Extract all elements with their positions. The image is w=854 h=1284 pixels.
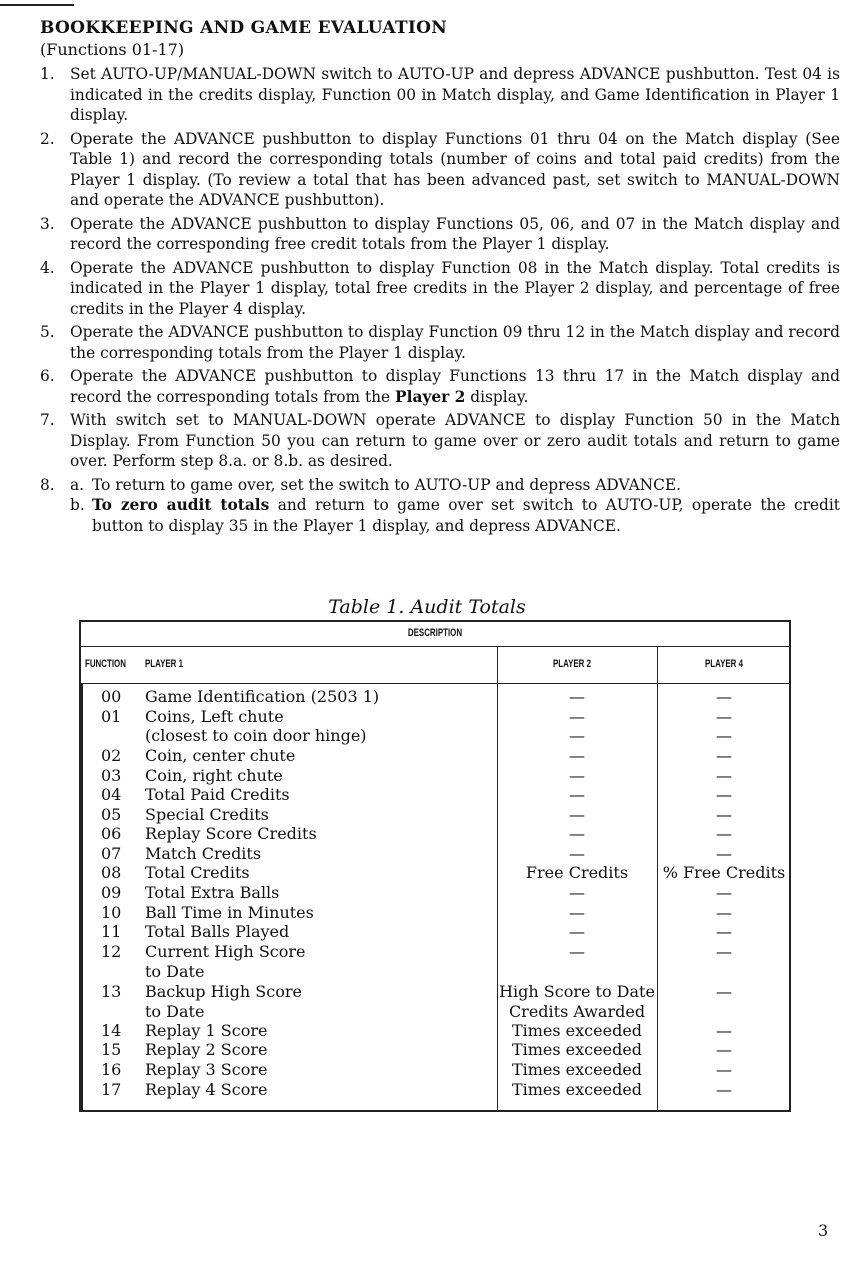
function-code: 00 <box>101 687 122 706</box>
player2-value: Times exceeded <box>511 1040 643 1059</box>
row-description: Total Paid Credits <box>145 785 290 804</box>
table-row <box>81 785 789 805</box>
step-text: Set AUTO-UP/MANUAL-DOWN switch to AUTO-UP and depress ADVANCE pushbutton. Test 04 is indicated in the credits display, Function 00 in Match display, and Game Identification in Player 1 display. <box>70 65 840 124</box>
row-description: (closest to coin door hinge) <box>145 726 367 745</box>
table-row <box>81 922 789 942</box>
table-row <box>81 883 789 903</box>
player2-value: — <box>569 942 585 961</box>
player4-value: — <box>716 982 732 1001</box>
step-text <box>70 366 840 407</box>
player2-value: — <box>569 824 585 843</box>
player2-value: — <box>569 922 585 941</box>
step-text: With switch set to MANUAL-DOWN operate ADVANCE to display Function 50 in the Match Display. From Function 50 you can return to game over or zero audit totals and return to game over. Perform step 8.a. or 8.b. as desired. <box>70 411 840 470</box>
step-text: Operate the ADVANCE pushbutton to display Function 09 thru 12 in the Match display and record the corresponding totals from the Player 1 display. <box>70 323 840 362</box>
player4-value: — <box>716 844 732 863</box>
page-number: 3 <box>818 1221 829 1240</box>
player4-value: % Free Credits <box>662 863 786 882</box>
player2-value: — <box>569 883 585 902</box>
function-code: 04 <box>101 785 122 804</box>
row-description: Replay Score Credits <box>145 824 317 843</box>
player2-value: — <box>569 785 585 804</box>
player2-value: — <box>569 903 585 922</box>
player2-value: Times exceeded <box>511 1021 643 1040</box>
header-player4: PLAYER 4 <box>705 658 744 670</box>
function-code: 07 <box>101 844 122 863</box>
table-row <box>81 805 789 825</box>
table-row <box>81 1080 789 1100</box>
player2-value: — <box>569 766 585 785</box>
table-row <box>81 766 789 786</box>
row-description: Replay 1 Score <box>145 1021 268 1040</box>
row-description: Coins, Left chute <box>145 707 284 726</box>
function-code: 10 <box>101 903 122 922</box>
function-code: 03 <box>101 766 122 785</box>
table-row <box>81 863 789 883</box>
table-row <box>81 746 789 766</box>
function-code: 14 <box>101 1021 122 1040</box>
substep-letter: b. <box>70 496 85 514</box>
player4-value: — <box>716 942 732 961</box>
procedure-steps <box>40 64 840 539</box>
player2-value: — <box>569 746 585 765</box>
substep-text: To return to game over, set the switch to AUTO-UP and depress ADVANCE. <box>92 475 682 494</box>
header-function: FUNCTION <box>85 658 126 670</box>
step-8-substeps <box>70 475 840 537</box>
row-description: Total Balls Played <box>145 922 290 941</box>
player4-value: — <box>716 746 732 765</box>
player4-value: — <box>716 1080 732 1099</box>
row-description: Total Credits <box>145 863 250 882</box>
step-number: 3. <box>40 214 55 233</box>
row-description: Current High Score <box>145 942 306 961</box>
substep-letter: a. <box>70 475 85 494</box>
step-text: Operate the ADVANCE pushbutton to display Functions 01 thru 04 on the Match display (See Table 1) and record the corresponding totals (number of coins and total paid credits) from the Player 1 display. (To review a total that has been advanced past, set switch to MANUAL-DOWN and operate the ADVANCE pushbutton). <box>70 129 840 209</box>
table-row <box>81 962 789 982</box>
substep-text <box>92 495 840 536</box>
step-3 <box>40 214 840 255</box>
substep-text-rest: and return to game over set switch to AUTO-UP, operate the credit button to display 35 in the Player 1 display, and depress ADVANCE. <box>92 496 840 535</box>
substep-a <box>70 475 840 496</box>
player2-value: High Score to Date <box>499 982 655 1001</box>
step-text: Operate the ADVANCE pushbutton to display Functions 05, 06, and 07 in the Match display and record the corresponding free credit totals from the Player 1 display. <box>70 214 840 253</box>
function-code: 06 <box>101 824 122 843</box>
step-number: 2. <box>40 129 55 148</box>
function-code: 05 <box>101 805 122 824</box>
table-row <box>81 844 789 864</box>
table-row <box>81 1021 789 1041</box>
step-6 <box>40 366 840 407</box>
player4-value: — <box>716 766 732 785</box>
player4-value: — <box>716 903 732 922</box>
function-code: 12 <box>101 942 122 961</box>
step-4 <box>40 258 840 320</box>
table-row <box>81 1002 789 1022</box>
header-player2: PLAYER 2 <box>553 658 592 670</box>
step-1 <box>40 64 840 126</box>
function-code: 09 <box>101 883 122 902</box>
step-number: 1. <box>40 65 55 83</box>
step-number: 4. <box>40 258 55 277</box>
table-row <box>81 824 789 844</box>
row-description: to Date <box>145 962 205 981</box>
step-number: 5. <box>40 323 55 341</box>
table-row <box>81 1040 789 1060</box>
step-number: 8. <box>40 475 55 494</box>
row-description: to Date <box>145 1002 205 1021</box>
player4-value: — <box>716 785 732 804</box>
table-row <box>81 982 789 1002</box>
step-text-pre: Operate the ADVANCE pushbutton to display Functions 13 thru 17 in the Match display and record the corresponding totals from the <box>70 367 840 406</box>
player2-value: Free Credits <box>525 863 629 882</box>
table-row <box>81 903 789 923</box>
player2-value: — <box>569 726 585 745</box>
function-code: 15 <box>101 1040 122 1059</box>
row-description: Coin, center chute <box>145 746 296 765</box>
row-description: Match Credits <box>145 844 262 863</box>
table-row <box>81 1060 789 1080</box>
audit-totals-table <box>79 620 791 1112</box>
substep-b <box>70 495 840 536</box>
player4-value: — <box>716 1021 732 1040</box>
function-code: 02 <box>101 746 122 765</box>
row-description: Game Identification (2503 1) <box>145 687 380 706</box>
player4-value: — <box>716 687 732 706</box>
row-description: Coin, right chute <box>145 766 283 785</box>
player4-value: — <box>716 707 732 726</box>
column-header-divider <box>81 683 789 684</box>
step-text-post: display. <box>465 387 529 406</box>
header-divider <box>81 646 789 647</box>
player2-value: — <box>569 844 585 863</box>
substep-text-bold: To zero audit totals <box>92 496 270 514</box>
player4-value: — <box>716 1060 732 1079</box>
player4-value: — <box>716 805 732 824</box>
section-heading: BOOKKEEPING AND GAME EVALUATION <box>40 18 448 38</box>
step-text-bold: Player 2 <box>395 387 466 406</box>
player2-value: — <box>569 707 585 726</box>
player4-value: — <box>716 824 732 843</box>
step-5 <box>40 322 840 363</box>
player4-value: — <box>716 726 732 745</box>
player4-value: — <box>716 883 732 902</box>
row-description: Total Extra Balls <box>145 883 280 902</box>
row-description: Special Credits <box>145 805 269 824</box>
function-code: 16 <box>101 1060 122 1079</box>
table-title: Table 1. Audit Totals <box>328 596 526 618</box>
row-description: Replay 3 Score <box>145 1060 268 1079</box>
function-code: 11 <box>101 922 122 941</box>
player2-value: Times exceeded <box>511 1080 643 1099</box>
header-player1: PLAYER 1 <box>145 658 184 670</box>
function-code: 17 <box>101 1080 122 1099</box>
step-8 <box>40 475 840 537</box>
player2-value: — <box>569 687 585 706</box>
section-subheading: (Functions 01-17) <box>40 40 185 59</box>
row-description: Replay 4 Score <box>145 1080 268 1099</box>
player4-value: — <box>716 922 732 941</box>
player4-value: — <box>716 1040 732 1059</box>
function-code: 13 <box>101 982 122 1001</box>
step-text: Operate the ADVANCE pushbutton to display Function 08 in the Match display. Total credits is indicated in the Player 1 display, total free credits in the Player 2 display, and percentage of free credits in the Player 4 display. <box>70 258 840 318</box>
row-description: Replay 2 Score <box>145 1040 268 1059</box>
step-7 <box>40 410 840 472</box>
row-description: Ball Time in Minutes <box>145 903 314 922</box>
function-code: 01 <box>101 707 122 726</box>
top-rule <box>0 4 74 6</box>
header-description: DESCRIPTION <box>407 627 463 639</box>
player2-value: — <box>569 805 585 824</box>
table-row <box>81 687 789 707</box>
table-row <box>81 707 789 727</box>
table-row <box>81 726 789 746</box>
table-row <box>81 942 789 962</box>
row-description: Backup High Score <box>145 982 302 1001</box>
step-2 <box>40 129 840 211</box>
player2-value: Times exceeded <box>511 1060 643 1079</box>
step-number: 7. <box>40 411 55 429</box>
function-code: 08 <box>101 863 122 882</box>
step-number: 6. <box>40 367 55 385</box>
player2-value: Credits Awarded <box>508 1002 646 1021</box>
